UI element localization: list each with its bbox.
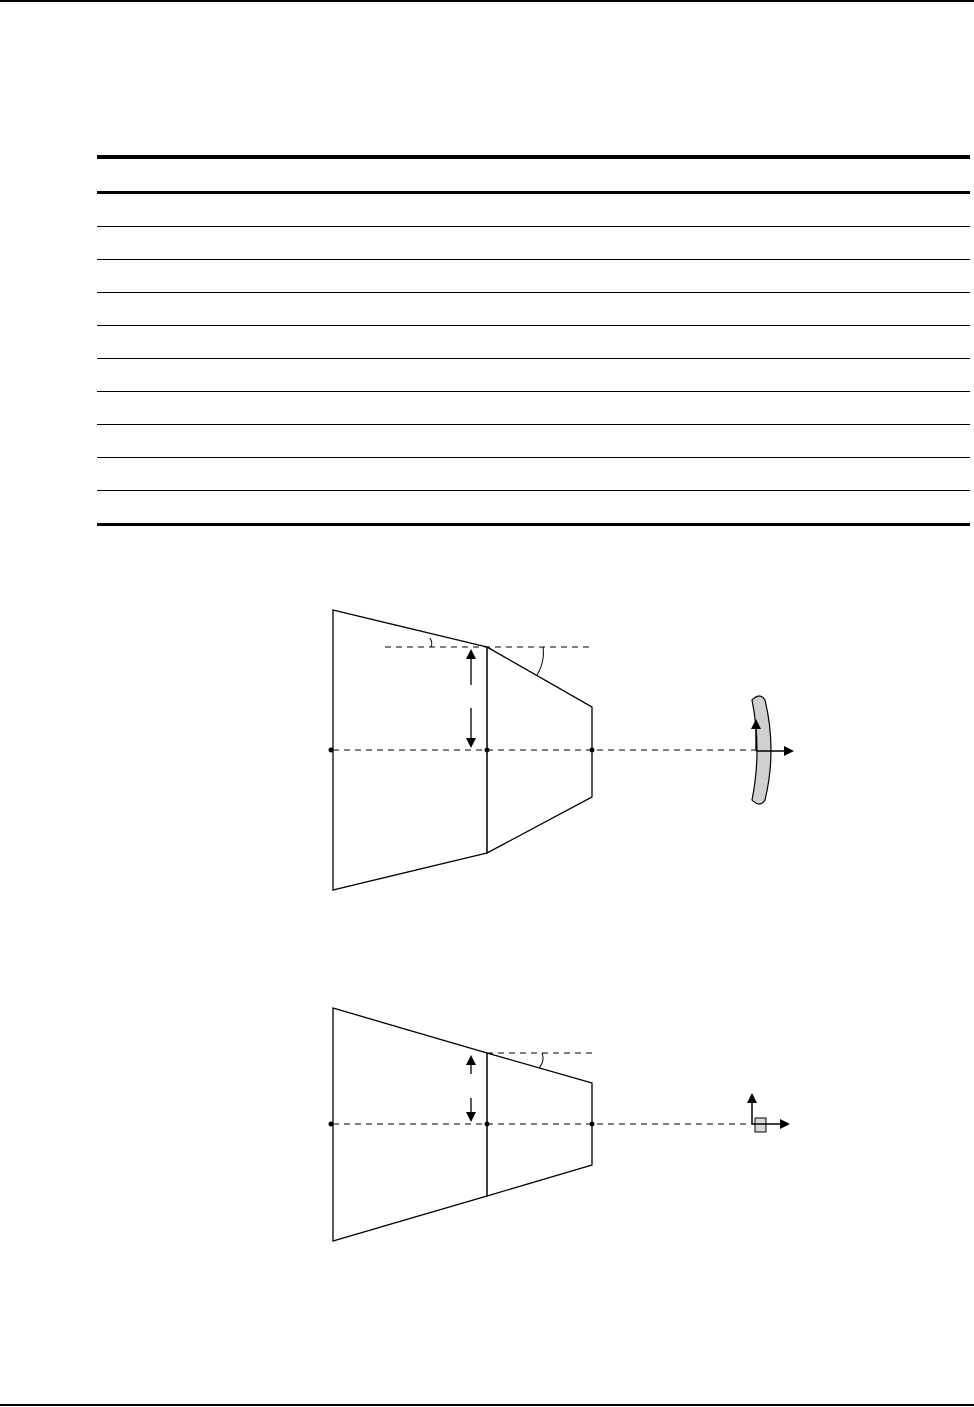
- table-row: [97, 425, 970, 458]
- axis-point: [590, 748, 595, 753]
- axis-point: [485, 1122, 490, 1127]
- data-table: [97, 155, 970, 526]
- angle-arc-small: [430, 638, 432, 647]
- table-row: [97, 359, 970, 392]
- table-row: [97, 194, 970, 227]
- figure-1-diagram: [0, 600, 974, 900]
- page-top-rule: [0, 0, 974, 2]
- figure-2-diagram: [0, 1000, 974, 1250]
- table-row: [97, 260, 970, 293]
- axis-point: [590, 1122, 595, 1127]
- angle-arc-large: [537, 647, 543, 675]
- table-row: [97, 326, 970, 359]
- axis-point: [485, 748, 490, 753]
- table-row: [97, 227, 970, 260]
- axis-point: [329, 748, 334, 753]
- table-header-row: [97, 155, 970, 194]
- angle-arc: [539, 1053, 543, 1068]
- table-row: [97, 458, 970, 491]
- page-bottom-rule: [0, 1404, 974, 1406]
- axis-point: [329, 1122, 334, 1127]
- table-row: [97, 491, 970, 526]
- small-screen-icon: [755, 1118, 766, 1132]
- table-row: [97, 392, 970, 425]
- table-row: [97, 293, 970, 326]
